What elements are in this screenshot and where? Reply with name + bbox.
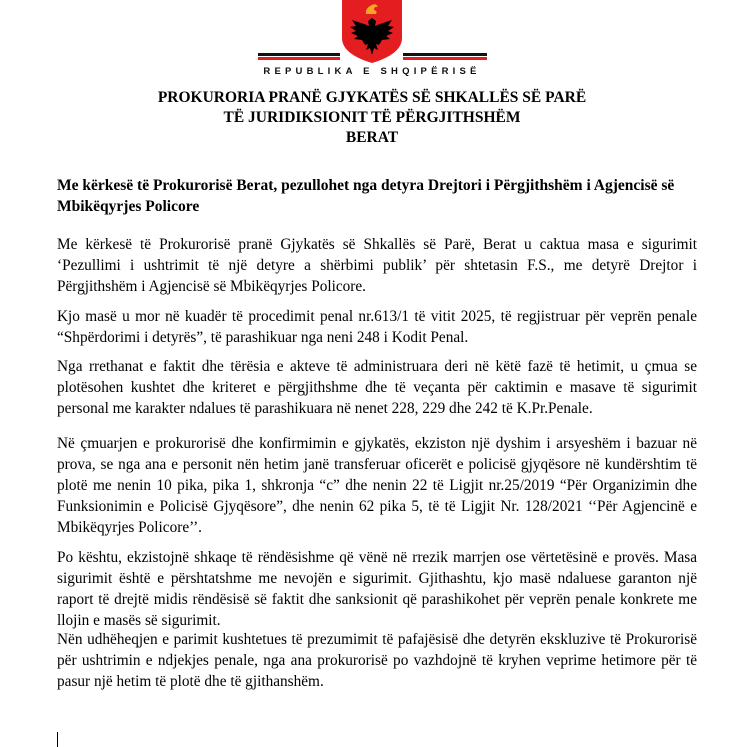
text-cursor [57, 732, 58, 747]
paragraph: Nga rrethanat e faktit dhe tërësia e akteve të administruara deri në këtë fazë të hetimit, u çmua se plotësohen kushtet dhe kriteret e përgjithshme dhe të veçanta për caktimin e masave të sigurimit personal me karakter ndalues të parashikuara në nenet 228, 229 dhe 242 të K.Pr.Penale. [57, 358, 697, 417]
institution-city: BERAT [345, 129, 399, 146]
country-name: REPUBLIKA E SHQIPËRISË [263, 66, 481, 77]
paragraph: Në çmuarjen e prokurorisë dhe konfirmimin e gjykatës, ekziston një dyshim i arsyeshëm i bazuar në prova, se nga ana e personit nën hetim janë transferuar oficerët e policisë gjyqësore në kundërshtim të plotë me nenin 10 pika, pika 1, shkronja “c” dhe nenin 22 të Ligjit nr.25/2019 “Për Organizimin dhe Funksionimin e Policisë Gjyqësore”, dhe nenin 62 pika 5, të të Ligjit Nr. 128/2021 ‘‘Për Agjencinë e Mbikëqyrjes Policore’’. [57, 435, 697, 536]
institution-line: PROKURORIA PRANË GJYKATËS SË SHKALLËS SË PARË [157, 89, 587, 106]
institution-line: TË JURIDIKSIONIT TË PËRGJITHSHËM [223, 109, 521, 126]
header-line-black-right [403, 53, 487, 56]
header-line-black-left [258, 53, 340, 56]
paragraph: Po kështu, ekzistojnë shkaqe të rëndësishme që vënë në rrezik marrjen ose vërtetësinë e provës. Masa sigurimit është e përshtatshme me nevojën e sigurimit. Gjithashtu, kjo masë ndaluese garanton një raport të drejtë midis rëndësisë së faktit dhe sanksionit që parashikohet për veprën penale konkrete me llojin e masës së sigurimit. [57, 549, 697, 629]
paragraph: Nën udhëheqjen e parimit kushtetues të prezumimit të pafajësisë dhe detyrën ekskluzive të Prokurorisë për ushtrimin e ndjekjes penale, nga ana prokurorisë po vazhdojnë të kryhen veprime hetimore për të pasur një hetim të plotë dhe të gjithanshëm. [57, 631, 697, 690]
header-line-red-right [403, 57, 487, 60]
paragraph: Me kërkesë të Prokurorisë pranë Gjykatës së Shkallës së Parë, Berat u caktua masa e sigurimit ‘Pezullimi i ushtrimit të një detyre a shërbimi publik’ për shtetasin F.S., me detyrë Drejtor i Përgjithshëm i Agjencisë së Mbikëqyrjes Policore. [57, 236, 697, 295]
header-line-red-left [258, 57, 340, 60]
paragraph: Kjo masë u mor në kuadër të procedimit penal nr.613/1 të vitit 2025, të regjistruar për veprën penale “Shpërdorimi i detyrës”, të parashikuar nga neni 248 i Kodit Penal. [57, 308, 697, 346]
article-headline: Me kërkesë të Prokurorisë Berat, pezullohet nga detyra Drejtori i Përgjithshëm i Agjencisë së Mbikëqyrjes Policore [57, 177, 675, 215]
institution-name [0, 88, 744, 148]
